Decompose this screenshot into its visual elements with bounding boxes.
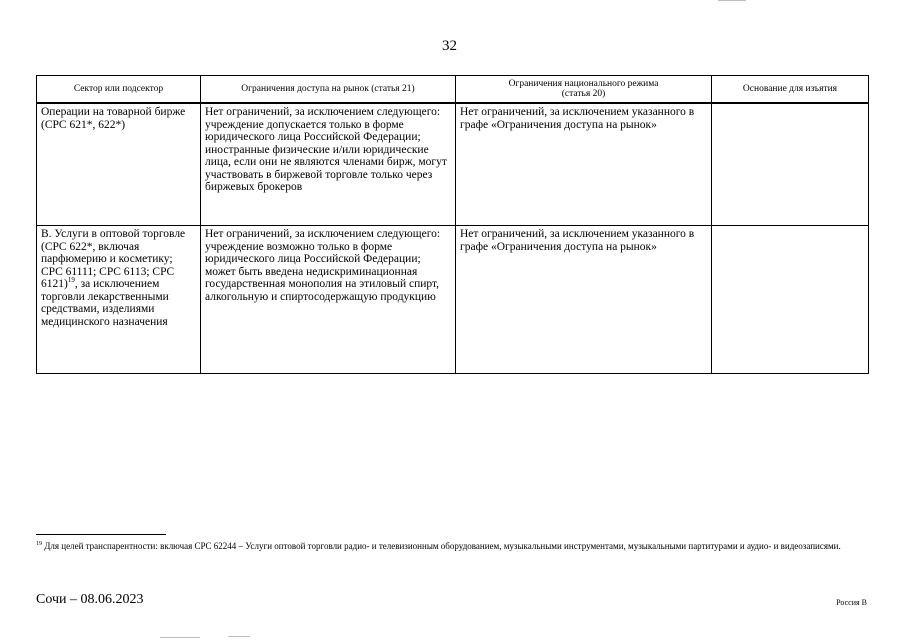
page-number: 32 (442, 38, 457, 54)
footnote (36, 540, 868, 553)
cell-sector: Операции на товарной бирже (CPC 621*, 622*) (37, 103, 201, 226)
sector-text-suffix: , за исключением торговли лекарственными средствами, изделиями медицинского назначения (41, 278, 169, 328)
footnote-text: Для целей транспарентности: включая CPC 62244 – Услуги оптовой торговли радио- и телевизионным оборудованием, музыкальными инструментами, музыкальными партитурами и аудио- и видеозаписями. (42, 541, 841, 551)
scan-artifact (160, 637, 200, 638)
header-sector: Сектор или подсектор (37, 76, 201, 104)
scan-artifact (718, 0, 746, 1)
footnote-ref[interactable]: 19 (67, 276, 75, 285)
cell-sector (37, 226, 201, 374)
footer-country: Россия В (836, 598, 867, 607)
cell-national-treatment: Нет ограничений, за исключением указанного в графе «Ограничения доступа на рынок» (456, 226, 712, 374)
restrictions-table (36, 75, 869, 374)
header-national-treatment: Ограничения национального режима (статья 20) (456, 76, 712, 104)
cell-market-access: Нет ограничений, за исключением следующего: учреждение допускается только в форме юридического лица Российской Федерации; иностранные физические и/или юридические лица, если они не являются членами бирж, могут участвовать в биржевой торговле только через биржевых брокеров (201, 103, 456, 226)
cell-market-access: Нет ограничений, за исключением следующего: учреждение возможно только в форме юридического лица Российской Федерации; может быть введена недискриминационная государственная монополия на этиловый спирт, алкогольную и спиртосодержащую продукцию (201, 226, 456, 374)
cell-national-treatment: Нет ограничений, за исключением указанного в графе «Ограничения доступа на рынок» (456, 103, 712, 226)
table-row (37, 226, 869, 374)
sector-text: B. Услуги в оптовой торговле (CPC 622*, включая парфюмерию и косметику; CPC 61111; CPC 6113; CPC 6121) (41, 228, 186, 290)
cell-basis (712, 103, 869, 226)
header-basis: Основание для изъятия (712, 76, 869, 104)
footnote-divider (36, 534, 166, 535)
footer-location-date: Сочи – 08.06.2023 (36, 592, 144, 607)
footnote-number: 19 (36, 541, 42, 547)
table-row (37, 103, 869, 226)
cell-basis (712, 226, 869, 374)
table-header-row (37, 76, 869, 104)
scan-artifact (228, 636, 250, 637)
header-market-access: Ограничения доступа на рынок (статья 21) (201, 76, 456, 104)
